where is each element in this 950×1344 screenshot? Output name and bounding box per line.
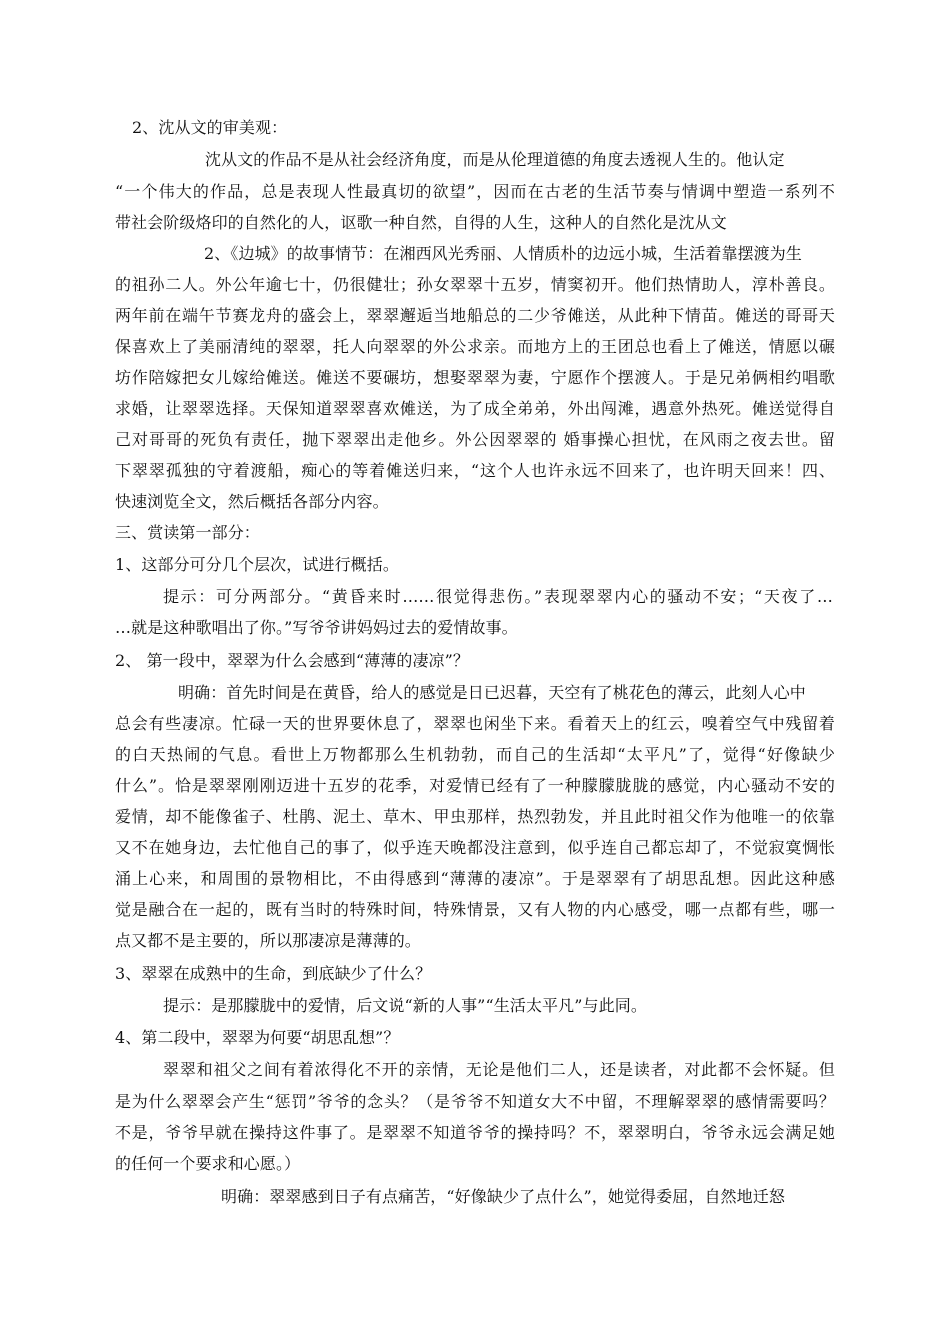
paragraph-line: 坊作陪嫁把女儿嫁给傩送。傩送不要碾坊，想娶翠翠为妻，宁愿作个摆渡人。于是兄弟俩相约唱歌 bbox=[115, 368, 835, 387]
question-1: 1、这部分可分几个层次，试进行概括。 bbox=[115, 555, 399, 574]
paragraph-line: 的祖孙二人。外公年逾七十，仍很健壮；孙女翠翠十五岁，情窦初开。他们热情助人，淳朴善良。 bbox=[115, 275, 835, 294]
paragraph-line: 两年前在端午节赛龙舟的盛会上，翠翠邂逅当地船总的二少爷傩送，从此种下情苗。傩送的哥哥天 bbox=[115, 306, 835, 325]
answer-line: 总会有些凄凉。忙碌一天的世界要休息了，翠翠也闲坐下来。看着天上的红云，嗅着空气中残留着 bbox=[115, 714, 835, 733]
paragraph-line: 保喜欢上了美丽清纯的翠翠，托人向翠翠的外公求亲。而地方上的王团总也看上了傩送，情愿以碾 bbox=[115, 337, 835, 356]
answer-line: 点又都不是主要的，所以那凄凉是薄薄的。 bbox=[115, 931, 421, 950]
answer-line: 的白天热闹的气息。看世上万物都那么生机勃勃，而自己的生活却“太平凡”了，觉得“好像缺少 bbox=[115, 745, 835, 764]
paragraph-line: 下翠翠孤独的守着渡船，痴心的等着傩送归来，“这个人也许永远不回来了，也许明天回来！四、 bbox=[115, 461, 835, 480]
paragraph-line: 带社会阶级烙印的自然化的人，讴歌一种自然，自得的人生，这种人的自然化是沈从文 bbox=[115, 213, 727, 232]
section-heading-aesthetics: 2、沈从文的审美观： bbox=[132, 118, 288, 137]
paragraph-line: 不是，爷爷早就在操持这件事了。是翠翠不知道爷爷的操持吗？不，翠翠明白，爷爷永远会满足她 bbox=[115, 1123, 835, 1142]
paragraph-line: 沈从文的作品不是从社会经济角度，而是从伦理道德的角度去透视人生的。他认定 bbox=[205, 150, 785, 169]
paragraph-line: “一个伟大的作品，总是表现人性最真切的欲望”，因而在古老的生活节奏与情调中塑造一系列不 bbox=[115, 182, 835, 201]
answer-line: 什么”。恰是翠翠刚刚迈进十五岁的花季，对爱情已经有了一种朦朦胧胧的感觉，内心骚动不安的 bbox=[115, 776, 835, 795]
question-2: 2、 第一段中，翠翠为什么会感到“薄薄的凄凉”？ bbox=[115, 651, 470, 670]
answer-line: 爱情，却不能像雀子、杜鹃、泥土、草木、甲虫那样，热烈勃发，并且此时祖父作为他唯一的依靠 bbox=[115, 807, 835, 826]
paragraph-line: 是为什么翠翠会产生“惩罚”爷爷的念头？（是爷爷不知道女大不中留，不理解翠翠的感情需要吗？ bbox=[115, 1092, 835, 1111]
question-4: 4、第二段中，翠翠为何要“胡思乱想”？ bbox=[115, 1028, 400, 1047]
paragraph-line: 的任何一个要求和心愿。） bbox=[115, 1154, 301, 1173]
answer-line: 明确：首先时间是在黄昏，给人的感觉是日已迟暮，天空有了桃花色的薄云，此刻人心中 bbox=[178, 683, 806, 702]
answer-line: 涌上心来，和周围的景物相比，不由得感到“薄薄的凄凉”。于是翠翠有了胡思乱想。因此这种感 bbox=[115, 869, 835, 888]
answer-line: 明确：翠翠感到日子有点痛苦，“好像缺少了点什么”，她觉得委屈，自然地迁怒 bbox=[221, 1187, 785, 1206]
paragraph-line: 快速浏览全文，然后概括各部分内容。 bbox=[115, 492, 389, 511]
part-heading: 三、赏读第一部分： bbox=[115, 523, 260, 542]
section-heading-plot: 2、《边城》的故事情节：在湘西风光秀丽、人情质朴的边远小城，生活着靠摆渡为生 bbox=[204, 244, 802, 263]
question-3: 3、翠翠在成熟中的生命，到底缺少了什么？ bbox=[115, 964, 432, 983]
answer-line: 提示：是那朦胧中的爱情，后文说“新的人事”“生活太平凡”与此同。 bbox=[163, 996, 647, 1015]
answer-line: 又不在她身边，去忙他自己的事了，似乎连天晚都没注意到，似乎连自己都忘却了，不觉寂寞惆怅 bbox=[115, 838, 835, 857]
answer-line: …就是这种歌唱出了你。”写爷爷讲妈妈过去的爱情故事。 bbox=[115, 618, 518, 637]
answer-line: 提示：可分两部分。“黄昏来时……很觉得悲伤。”表现翠翠内心的骚动不安；“天夜了… bbox=[163, 587, 833, 606]
paragraph-line: 翠翠和祖父之间有着浓得化不开的亲情，无论是他们二人，还是读者，对此都不会怀疑。但 bbox=[163, 1060, 835, 1079]
paragraph-line: 求婚，让翠翠选择。天保知道翠翠喜欢傩送，为了成全弟弟，外出闯滩，遇意外热死。傩送觉得自 bbox=[115, 399, 835, 418]
answer-line: 觉是融合在一起的，既有当时的特殊时间，特殊情景，又有人物的内心感受，哪一点都有些，哪一 bbox=[115, 900, 835, 919]
paragraph-line: 己对哥哥的死负有责任，抛下翠翠出走他乡。外公因翠翠的 婚事操心担忧，在风雨之夜去世。留 bbox=[115, 430, 835, 449]
